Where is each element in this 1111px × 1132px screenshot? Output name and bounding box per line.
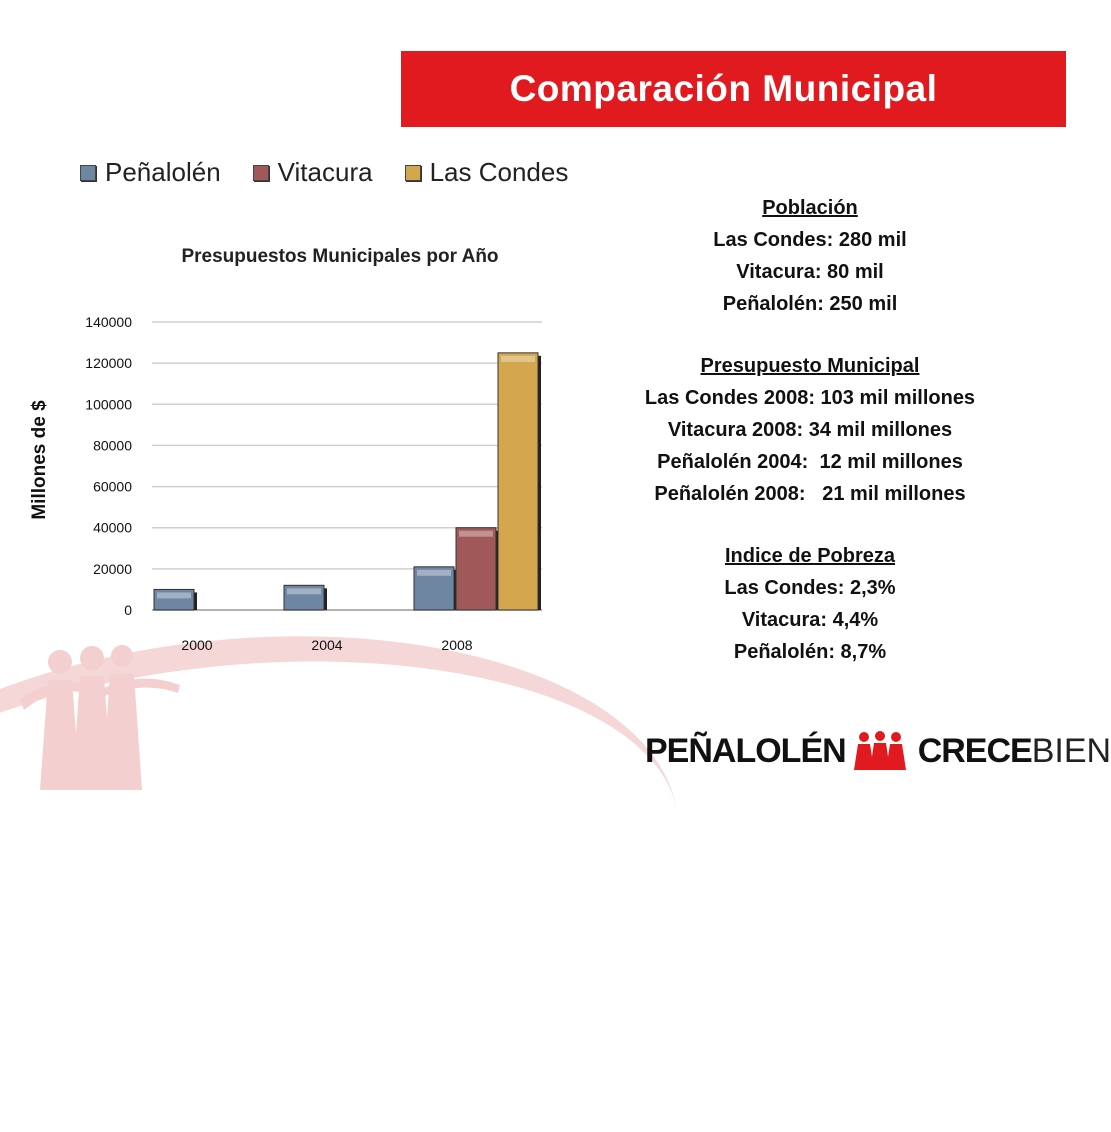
presupuesto-heading: Presupuesto Municipal xyxy=(700,355,920,377)
bar-highlight xyxy=(287,588,321,594)
bar-highlight xyxy=(459,531,493,537)
bar-Vitacura-2008 xyxy=(456,528,496,610)
presupuesto-line: Las Condes 2008: 103 mil millones xyxy=(644,387,976,409)
poblacion-line: Las Condes: 280 mil xyxy=(713,229,907,251)
legend-label-las-condes: Las Condes xyxy=(429,157,569,187)
pobreza-line: Las Condes: 2,3% xyxy=(724,577,896,599)
bar-highlight xyxy=(157,592,191,598)
y-tick-label: 0 xyxy=(124,602,132,618)
x-tick-label: 2008 xyxy=(441,637,473,653)
people-group-icon xyxy=(852,730,908,772)
pobreza-heading: Indice de Pobreza xyxy=(724,545,896,567)
presupuesto-line: Peñalolén 2004: 12 mil millones xyxy=(657,451,963,473)
legend-label-penalolen: Peñalolén xyxy=(105,157,221,187)
chart-title: Presupuestos Municipales por Año xyxy=(181,246,499,267)
brand-name: PEÑALOLÉN xyxy=(645,731,846,770)
pobreza-line: Peñalolén: 8,7% xyxy=(733,641,887,663)
presupuesto-line: Peñalolén 2008: 21 mil millones xyxy=(654,483,966,505)
poblacion-line: Vitacura: 80 mil xyxy=(736,261,884,283)
brand-slogan-bold: CRECE xyxy=(917,731,1032,770)
info-panel xyxy=(560,192,1060,668)
y-tick-label: 100000 xyxy=(85,396,132,413)
x-tick-label: 2004 xyxy=(311,637,343,653)
y-tick-label: 120000 xyxy=(85,355,132,372)
bar-highlight xyxy=(417,570,451,576)
poblacion-heading: Población xyxy=(762,197,858,219)
slide-title: Comparación Municipal xyxy=(509,68,938,109)
y-tick-label: 40000 xyxy=(93,519,132,536)
y-tick-label: 60000 xyxy=(93,478,132,495)
legend-label-vitacura: Vitacura xyxy=(277,157,373,187)
x-tick-label: 2000 xyxy=(181,637,213,653)
pobreza-line: Vitacura: 4,4% xyxy=(741,609,879,631)
presupuesto-line: Vitacura 2008: 34 mil millones xyxy=(667,419,953,441)
bar-highlight xyxy=(501,356,535,362)
bar-Las Condes-2008 xyxy=(498,353,538,610)
brand-footer xyxy=(645,726,1111,776)
y-tick-label: 140000 xyxy=(85,314,132,330)
y-tick-label: 20000 xyxy=(93,560,132,577)
poblacion-line: Peñalolén: 250 mil xyxy=(722,293,898,315)
y-axis-label: Millones de $ xyxy=(29,400,50,520)
y-tick-label: 80000 xyxy=(93,437,132,454)
brand-slogan-light: BIEN xyxy=(1031,731,1111,770)
